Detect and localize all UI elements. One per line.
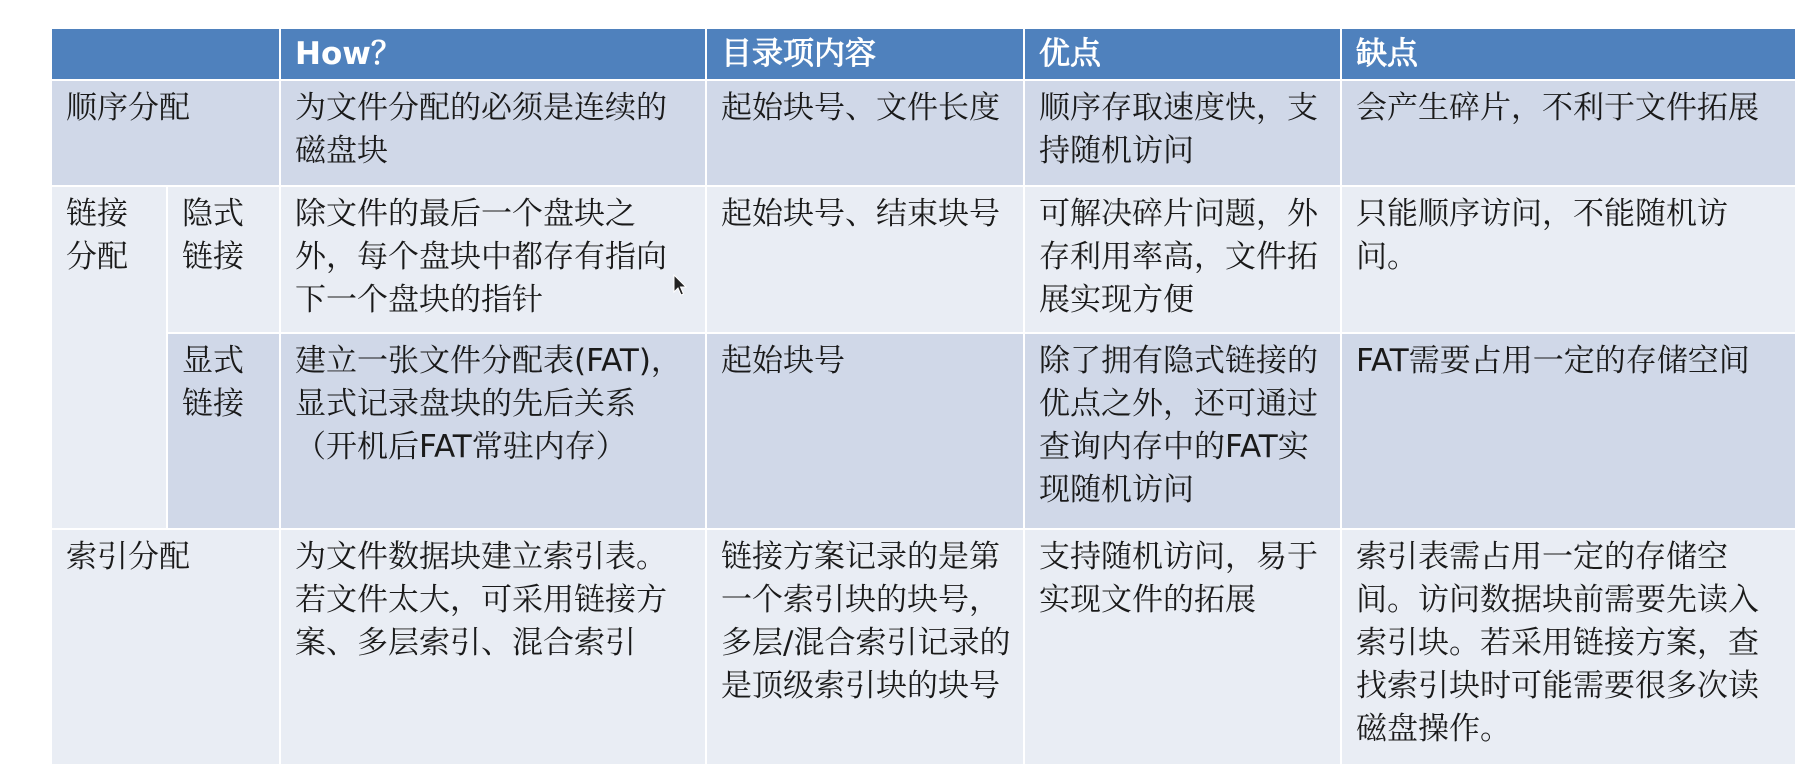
cell-pros-sequential: 顺序存取速度快，支持随机访问 [1024,80,1341,186]
cell-cons-implicit: 只能顺序访问，不能随机访问。 [1341,186,1796,333]
cell-how-sequential: 为文件分配的必须是连续的磁盘块 [280,80,706,186]
cell-how-indexed: 为文件数据块建立索引表。若文件太大，可采用链接方案、多层索引、混合索引 [280,529,706,765]
file-allocation-comparison-table [50,27,1797,766]
cell-cons-sequential: 会产生碎片，不利于文件拓展 [1341,80,1796,186]
cell-method-linked-group: 链接分配 [51,186,167,529]
cell-dir-entry-indexed: 链接方案记录的是第一个索引块的块号，多层/混合索引记录的是顶级索引块的块号 [706,529,1024,765]
cell-submethod-implicit: 隐式链接 [167,186,280,333]
header-pros: 优点 [1024,28,1341,80]
cell-pros-explicit: 除了拥有隐式链接的优点之外，还可通过查询内存中的FAT实现随机访问 [1024,333,1341,529]
table-row-sequential [51,80,1796,186]
cell-pros-indexed: 支持随机访问，易于实现文件的拓展 [1024,529,1341,765]
cell-dir-entry-implicit: 起始块号、结束块号 [706,186,1024,333]
cell-dir-entry-explicit: 起始块号 [706,333,1024,529]
cell-method-sequential: 顺序分配 [51,80,280,186]
cell-pros-implicit: 可解决碎片问题，外存利用率高，文件拓展实现方便 [1024,186,1341,333]
table-row-explicit-link [51,333,1796,529]
file-allocation-table-container [50,27,1795,766]
table-row-indexed [51,529,1796,765]
cell-how-explicit: 建立一张文件分配表(FAT)，显式记录盘块的先后关系（开机后FAT常驻内存） [280,333,706,529]
cell-cons-explicit: FAT需要占用一定的存储空间 [1341,333,1796,529]
cell-cons-indexed: 索引表需占用一定的存储空间。访问数据块前需要先读入索引块。若采用链接方案，查找索引块时可能需要很多次读磁盘操作。 [1341,529,1796,765]
cell-dir-entry-sequential: 起始块号、文件长度 [706,80,1024,186]
table-header-row [51,28,1796,80]
header-dir-entry: 目录项内容 [706,28,1024,80]
table-row-implicit-link [51,186,1796,333]
cell-method-indexed: 索引分配 [51,529,280,765]
header-method [51,28,280,80]
cell-submethod-explicit: 显式链接 [167,333,280,529]
header-how: How？ [280,28,706,80]
header-cons: 缺点 [1341,28,1796,80]
cell-how-implicit: 除文件的最后一个盘块之外，每个盘块中都存有指向下一个盘块的指针 [280,186,706,333]
